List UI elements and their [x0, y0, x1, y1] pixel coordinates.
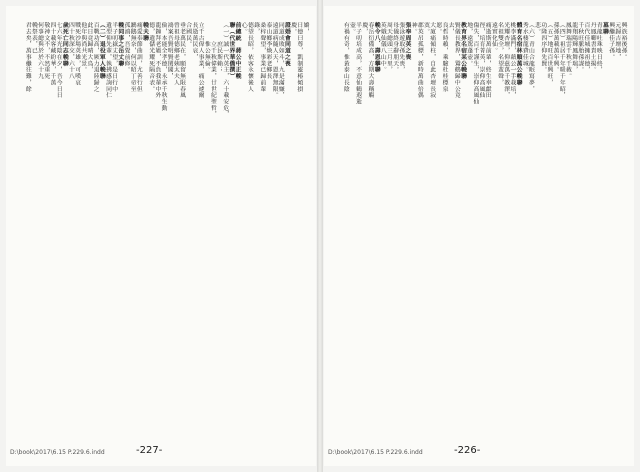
text-column: 嬌， [302, 22, 308, 35]
text-column: 名祖雙全，名望蜚聲， [496, 22, 503, 86]
text-column: 功隆四序仰先賢。 [539, 22, 546, 73]
text-column: 七六年光陰在夕，吾今日日 [55, 22, 62, 99]
text-column: 四十載客藏紛華，千萬 [48, 22, 55, 86]
text-column: 半子叨嶽丈望，是日行中 [110, 22, 117, 92]
text-column: 錄， [252, 22, 259, 35]
text-column: 德望長昭，依客永懷後人 [246, 22, 253, 92]
text-column: 青龍吐珠映日終， [595, 22, 602, 73]
text-column: 慶。 [289, 22, 296, 35]
text-column: 地，遠駕蓬壺。 [465, 22, 472, 67]
right-page-number: -226- [454, 445, 481, 456]
text-column: 神。 [410, 22, 417, 35]
text-column: 輓同事之岳丈聯 [116, 22, 124, 67]
text-column: 興繼佳子孫。 [607, 22, 614, 61]
text-column: 日德曰尊，凱制靈椿傾損 [295, 22, 302, 92]
text-column: 張奉周英之喪 [403, 22, 411, 61]
text-column: 悲。 [533, 22, 540, 35]
left-page-text [24, 22, 308, 432]
text-column: 郡英吊孤標，新時萬曲倍偶 [416, 22, 423, 99]
text-column: 百戰功高，厥力退陸歸之 [92, 22, 99, 92]
text-column: 他年與尚共光景。 [79, 22, 86, 73]
text-column: 周天總頭三月里， [385, 22, 392, 73]
text-column: 百代佳城擁祖德， [582, 22, 589, 73]
text-column: 鳳舞瑞雲千秋千載。 [564, 22, 571, 80]
text-column: 聯（代世界華僑撰） [227, 22, 235, 80]
text-column: 半子叨培成高，不意仙鶴遐逝 [354, 22, 361, 105]
text-column: 遠道病隨人天，恩澤無限。 [271, 22, 278, 99]
text-column: 張泳遊取孫先喪， [397, 22, 404, 73]
text-column: 母儀終身辭朋天。 [391, 22, 398, 73]
text-column: 歲死亡同志輓聯 [61, 22, 69, 67]
text-column: 大廈痛傾柱，自此杏壇長寂 [428, 22, 435, 99]
text-column: （五）地旺百世興旺， [545, 22, 552, 86]
left-page-imprint: D:\book\2017\6.15 P.229.6.indd [10, 449, 105, 456]
text-column: 良哲時賴，乘驗杜桂標泉 [441, 22, 448, 92]
text-column: 去， [447, 22, 454, 35]
text-column: 鶼鵝無奈，何以昭丁帝至 [129, 22, 136, 92]
text-column: 慶， [360, 22, 367, 35]
text-column: 立千古偉人事業，痛公遽爾 [197, 22, 204, 99]
right-page-imprint: D:\book\2017\6.15 P.229.6.indd [328, 449, 423, 456]
text-column: 遠實化仙。 [490, 22, 497, 54]
text-column: （四）祖居千年暖千年昭， [558, 22, 565, 99]
text-column: （一）誠一代英主，六十載安危， [221, 22, 228, 118]
text-column: 輓夫聯 [141, 22, 149, 42]
text-column: 寞。 [422, 22, 429, 35]
text-column: （六）青山合龍眠寫夢， [527, 22, 534, 92]
right-page-text [342, 22, 626, 432]
text-column: 孤鴻，吾覺前修。 [123, 22, 130, 73]
text-column: 丹鳳啣書貴土揚。 [589, 22, 596, 73]
text-column: 桑梓聲望，事業已歸前輩 [258, 22, 265, 92]
text-column: 有禍有奇，惟黃泰山長陰 [342, 22, 349, 92]
text-column: 輓祭表，已 [30, 22, 37, 54]
text-column: 長逝萬民哀， [190, 22, 197, 61]
text-column: 儉，本能全孝德，永承千秋生動 [160, 22, 167, 112]
text-column: 元歸吉壇地， [613, 22, 620, 61]
text-column: 此日竟歸晴大鳥， [85, 22, 92, 73]
text-column: 體育名宿林順萬公輓聯 [515, 22, 523, 86]
text-column: 敬神文不，不然重死 [42, 22, 49, 80]
text-column: 立千秋偉業，廿世紀聖哲， [209, 22, 216, 118]
text-column: 戰死沙場英雄，可嘆哀 [73, 22, 80, 86]
text-column: 光耀杏壇，仰茲萬千教澤， [502, 22, 509, 99]
text-column: 痛逝斯萬前輩，終生奉獻田 [484, 22, 491, 99]
text-column: 興族裕後孫。 [620, 22, 626, 61]
text-column: 曾祖母德鄉老姨太夫人 [172, 22, 179, 86]
text-column: 秀水棲龍費佳城。 [521, 22, 528, 73]
text-column: 壺。 [348, 22, 355, 35]
text-column: 泰山鄉李煥彩老鄉長 [264, 22, 271, 80]
text-column: 賢儀長教界，鷲鶴歸中公竟 [453, 22, 460, 99]
text-column: 千秋旺脈胎孫謀。 [576, 22, 583, 73]
text-column: 君去矣，萬事繼往難，餘 [24, 22, 31, 92]
text-column: 遺型仰先輩，執拂感詢同仁 [104, 22, 111, 99]
text-column: 垂老萬民在，願留無限春風 [178, 22, 185, 99]
text-column: 傷失，百千謹生，崇仰高風仙 [471, 22, 478, 105]
left-page [6, 6, 316, 466]
left-page-number: -227- [136, 445, 163, 456]
text-column: 德，遺儲光耀死隔音表。 [147, 22, 154, 92]
text-column: 英娥仙儀八山中。 [379, 22, 386, 73]
text-column: 同道成敗如斗，九是滿嫌， [277, 22, 284, 99]
text-column: 孫孫萬載萬年興。 [552, 22, 559, 73]
text-column: 痛愛奉節曲訓，尤善行但 [135, 22, 142, 92]
text-column: 輓令八．壽恩攀聯 [373, 22, 381, 73]
text-column: 前總統 蔣公中正輓 [234, 22, 242, 80]
text-column: 墓聯 [601, 22, 609, 35]
text-column: 龍鐘拜老媼，不負我輩中外 [153, 22, 160, 99]
text-column: 龍翔陽輝鳳舞瑞， [570, 22, 577, 73]
text-column: 庶民斯賴； [215, 22, 222, 73]
text-column: 心。 [240, 22, 247, 35]
text-column: 教育界名宿某公輓聯 [459, 22, 467, 80]
text-column: 桃李滿門，藉公一手栽培， [508, 22, 515, 99]
book-gutter [317, 0, 323, 472]
text-column: （二）退役軍人輓聯 [98, 22, 106, 80]
text-column: 惟公無倫。 [203, 22, 210, 73]
text-column: 四十秋深交，六十八 [67, 22, 74, 80]
text-column: 合國民。 [184, 22, 191, 48]
text-column: 愿。 [434, 22, 441, 35]
text-column: 何事總與於於六十九 [36, 22, 43, 80]
text-column: 春岳衍備高，方期大壽稱觴 [366, 22, 373, 99]
right-page [324, 6, 634, 466]
text-column: 證婚會同道之喪 [283, 22, 291, 67]
text-column: 鴻案吾賢明賢閨閣， [166, 22, 173, 80]
text-column: 徑，培育菁英，崇仰高風仙 [478, 22, 485, 99]
